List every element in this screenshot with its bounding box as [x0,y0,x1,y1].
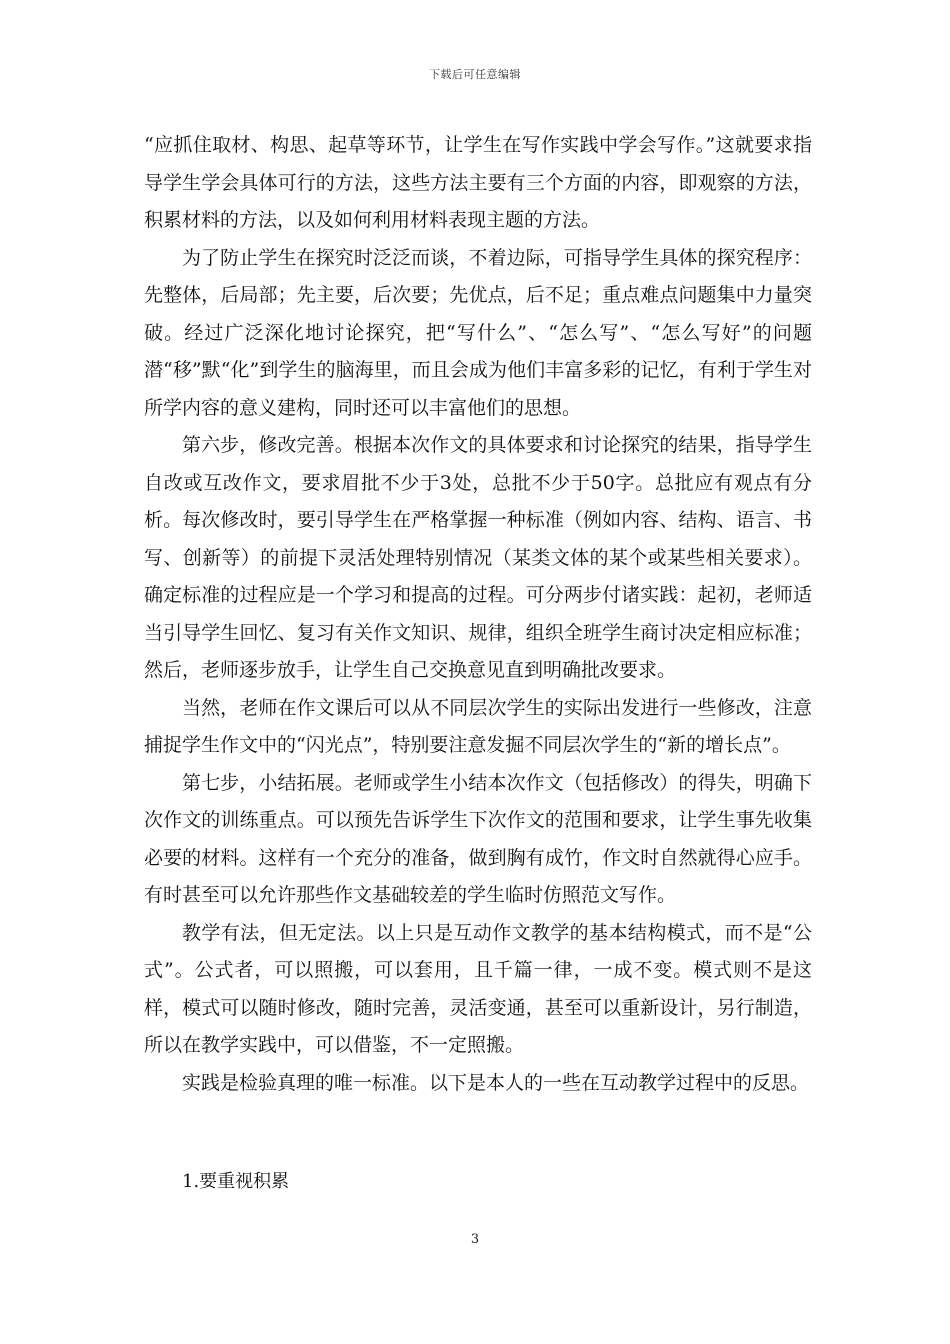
paragraph-1: “应抓住取材、构思、起草等环节，让学生在写作实践中学会写作。”这就要求指导学生学会具体可行的方法，这些方法主要有三个方面的内容，即观察的方法，积累材料的方法，以及如何利用材料表现主题的方法。 [144,134,812,231]
page-header: 下载后可任意编辑 [429,68,521,81]
page-number: 3 [470,1232,480,1247]
body-text [144,127,812,1102]
paragraph-4: 当然，老师在作文课后可以从不同层次学生的实际出发进行一些修改，注意捕捉学生作文中的“闪光点”，特别要注意发掘不同层次学生的“新的增长点”。 [144,696,812,756]
section-heading: 1.要重视积累 [182,1171,290,1192]
paragraph-2: 为了防止学生在探究时泛泛而谈，不着边际，可指导学生具体的探究程序：先整体，后局部；先主要，后次要；先优点，后不足；重点难点问题集中力量突破。经过广泛深化地讨论探究，把“写什么”、“怎么写”、“怎么写好”的问题潜“移”默“化”到学生的脑海里，而且会成为他们丰富多彩的记忆，有利于学生对所学内容的意义建构，同时还可以丰富他们的思想。 [144,246,812,419]
paragraph-5: 第七步，小结拓展。老师或学生小结本次作文（包括修改）的得失，明确下次作文的训练重点。可以预先告诉学生下次作文的范围和要求，让学生事先收集必要的材料。这样有一个充分的准备，做到胸有成竹，作文时自然就得心应手。有时甚至可以允许那些作文基础较差的学生临时仿照范文写作。 [144,771,812,906]
paragraph-6: 教学有法，但无定法。以上只是互动作文教学的基本结构模式，而不是“公式”。公式者，可以照搬，可以套用，且千篇一律，一成不变。模式则不是这样，模式可以随时修改，随时完善，灵活变通，甚至可以重新设计，另行制造，所以在教学实践中，可以借鉴，不一定照搬。 [144,921,812,1056]
paragraph-3: 第六步，修改完善。根据本次作文的具体要求和讨论探究的结果，指导学生自改或互改作文，要求眉批不少于3处，总批不少于50字。总批应有观点有分析。每次修改时，要引导学生在严格掌握一种标准（例如内容、结构、语言、书写、创新等）的前提下灵活处理特别情况（某类文体的某个或某些相关要求）。确定标准的过程应是一个学习和提高的过程。可分两步付诸实践：起初，老师适当引导学生回忆、复习有关作文知识、规律，组织全班学生商讨决定相应标准；然后，老师逐步放手，让学生自己交换意见直到明确批改要求。 [144,434,812,681]
paragraph-7: 实践是检验真理的唯一标准。以下是本人的一些在互动教学过程中的反思。 [182,1071,810,1094]
